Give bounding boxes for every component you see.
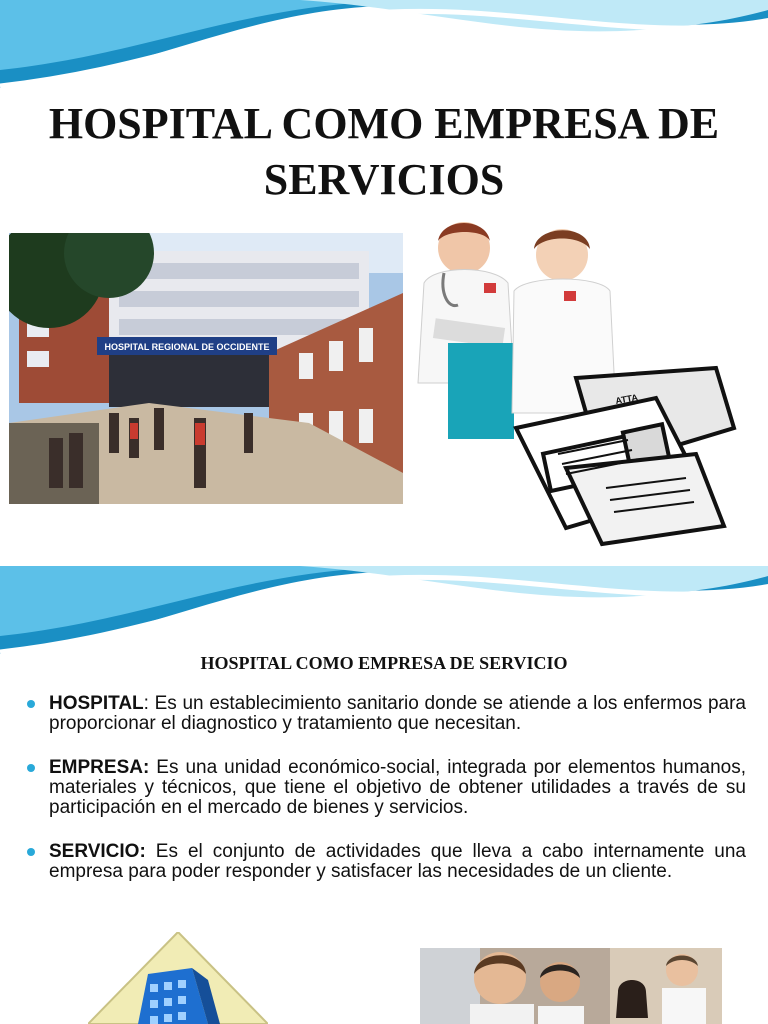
term-empresa: EMPRESA:: [49, 757, 150, 778]
hospital-photo: [9, 233, 403, 504]
bullet-icon: [27, 764, 35, 772]
definition-text: Es el conjunto de actividades que lleva a cabo internamente una empresa para poder responder y satisfacer las necesidades de un cliente.: [49, 841, 746, 882]
list-item: [22, 842, 746, 882]
bullet-icon: [27, 848, 35, 856]
list-item: [22, 694, 746, 734]
definition-list: [22, 694, 746, 906]
medical-staff-photo: [420, 948, 722, 1024]
definition-text: Es una unidad económico-social, integrada por elementos humanos, materiales y técnicos, que tiene el objetivo de obtener utilidades a través de su participación en el mercado de bienes y servicios.: [49, 757, 746, 818]
hospital-sign: HOSPITAL REGIONAL DE OCCIDENTE: [104, 342, 270, 352]
term-hospital: HOSPITAL: [49, 693, 144, 714]
floppy-label: ATTA: [614, 392, 639, 406]
definition-text: : Es un establecimiento sanitario donde se atiende a los enfermos para proporcionar el diagnostico y tratamiento que necesitan.: [49, 693, 746, 734]
bullet-icon: [27, 700, 35, 708]
term-servicio: SERVICIO:: [49, 841, 146, 862]
floppy-disks-clipart: [506, 358, 746, 550]
wave-header: [0, 566, 768, 661]
slide-title: HOSPITAL COMO EMPRESA DE SERVICIO: [200, 653, 568, 673]
wave-header: [0, 0, 768, 95]
slide-title: HOSPITAL COMO EMPRESA DE SERVICIOS: [48, 99, 720, 204]
list-item: [22, 758, 746, 818]
building-clipart: [88, 932, 268, 1024]
slide-2: [0, 566, 768, 1024]
